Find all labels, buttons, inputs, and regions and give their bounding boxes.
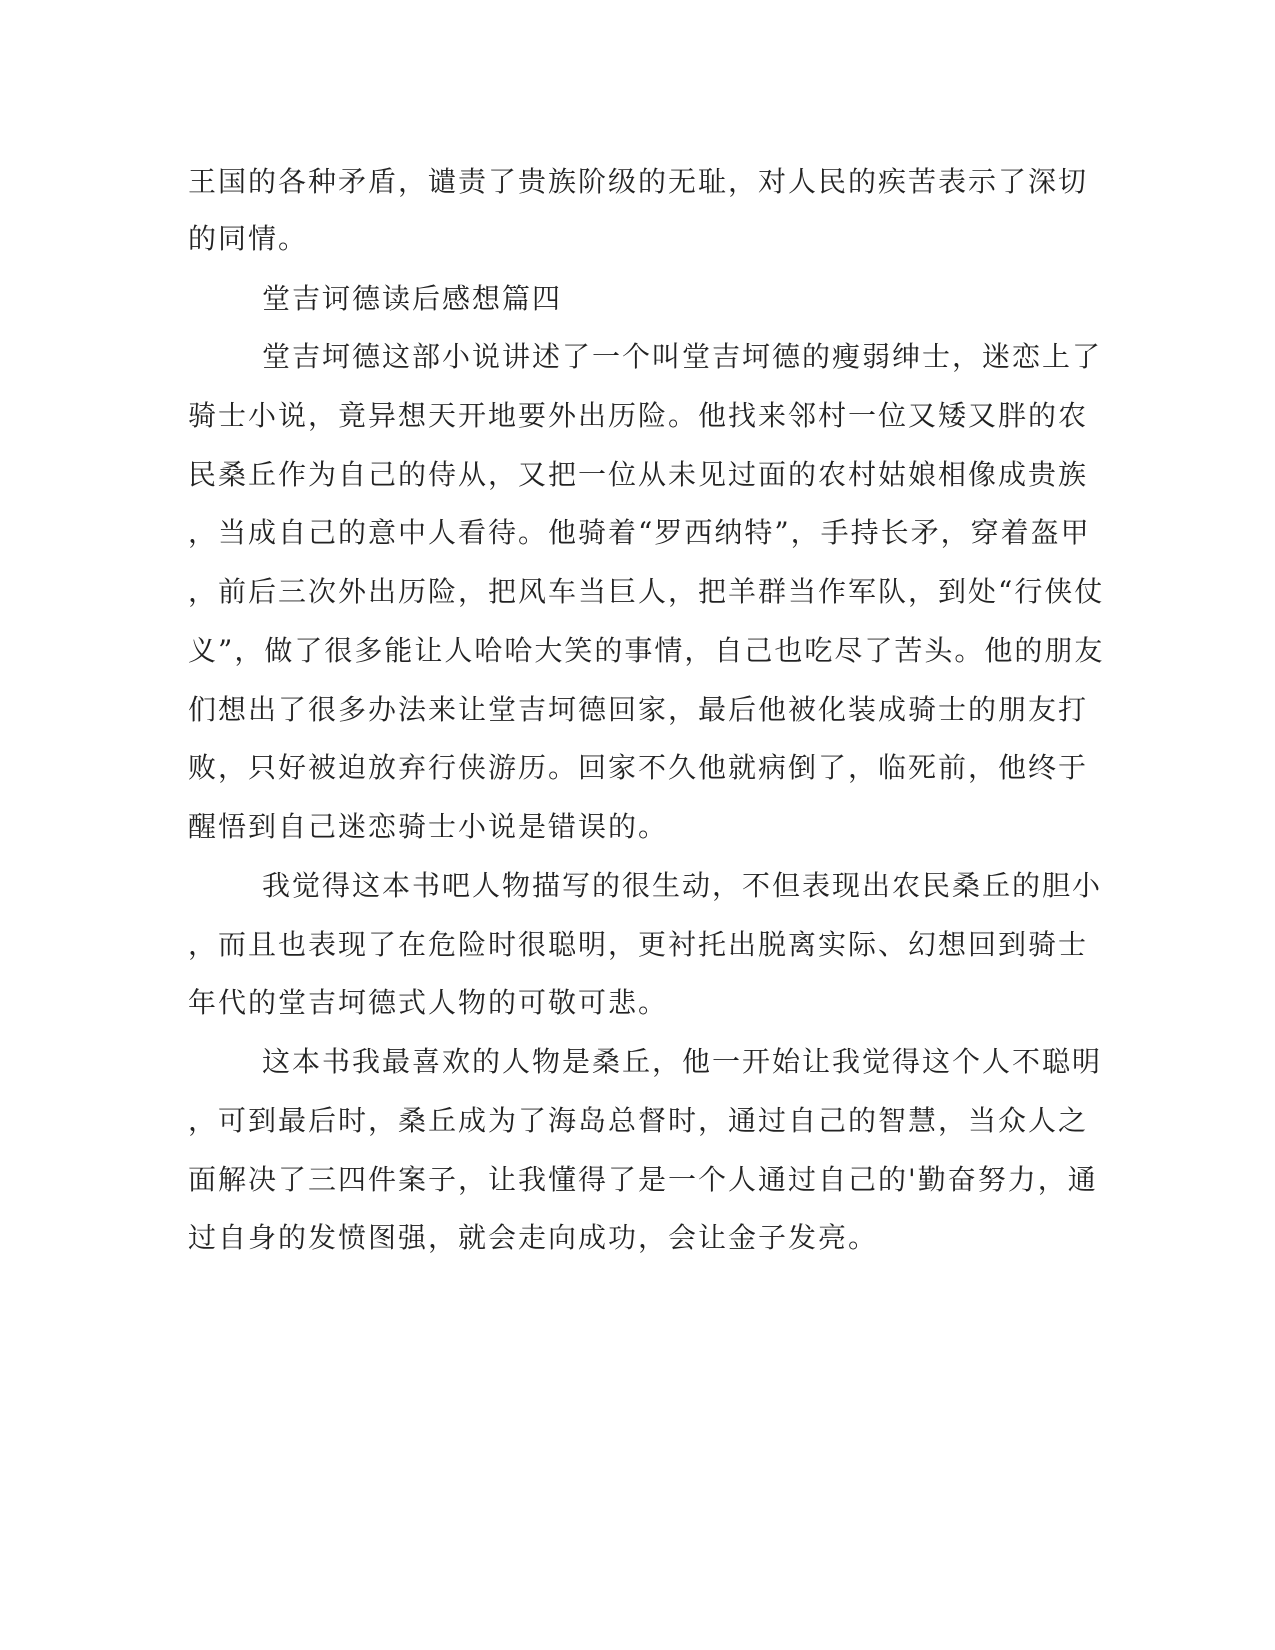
text-line: 这本书我最喜欢的人物是桑丘，他一开始让我觉得这个人不聪明	[262, 1045, 1103, 1078]
text-line: 败，只好被迫放弃行侠游历。回家不久他就病倒了，临死前，他终于	[188, 751, 1089, 784]
text-line: 骑士小说，竟异想天开地要外出历险。他找来邻村一位又矮又胖的农	[188, 399, 1089, 432]
text-line: ，可到最后时，桑丘成为了海岛总督时，通过自己的智慧，当众人之	[188, 1104, 1089, 1137]
text-line: 醒悟到自己迷恋骑士小说是错误的。	[188, 810, 669, 843]
text-line: ，前后三次外出历险，把风车当巨人，把羊群当作军队，到处“行侠仗	[188, 575, 1105, 608]
text-line: 们想出了很多办法来让堂吉坷德回家，最后他被化装成骑士的朋友打	[188, 693, 1089, 726]
text-line: 堂吉坷德这部小说讲述了一个叫堂吉坷德的瘦弱绅士，迷恋上了	[262, 340, 1103, 373]
text-line: 民桑丘作为自己的侍从，又把一位从未见过面的农村姑娘相像成贵族	[188, 458, 1089, 491]
text-line: 过自身的发愤图强，就会走向成功，会让金子发亮。	[188, 1221, 879, 1254]
text-line: ，而且也表现了在危险时很聪明，更衬托出脱离实际、幻想回到骑士	[188, 928, 1089, 961]
text-line: ，当成自己的意中人看待。他骑着“罗西纳特”，手持长矛，穿着盔甲	[188, 516, 1091, 549]
text-line: 我觉得这本书吧人物描写的很生动，不但表现出农民桑丘的胆小	[262, 869, 1103, 902]
text-line: 的同情。	[188, 222, 309, 255]
section-heading: 堂吉诃德读后感想篇四	[262, 282, 563, 315]
text-line: 义”，做了很多能让人哈哈大笑的事情，自己也吃尽了苦头。他的朋友	[188, 634, 1105, 667]
text-line: 面解决了三四件案子，让我懂得了是一个人通过自己的'勤奋努力，通	[188, 1163, 1098, 1196]
text-line: 王国的各种矛盾，谴责了贵族阶级的无耻，对人民的疾苦表示了深切	[188, 165, 1089, 198]
text-line: 年代的堂吉坷德式人物的可敬可悲。	[188, 986, 669, 1019]
